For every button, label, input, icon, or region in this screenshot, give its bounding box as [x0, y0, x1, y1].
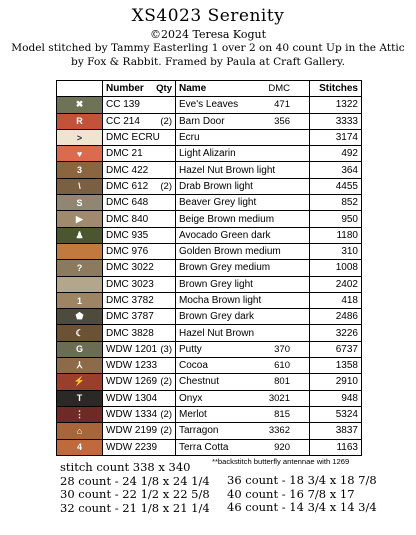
thread-symbol-icon: ✖	[75, 99, 84, 110]
table-row	[57, 292, 362, 308]
thread-name-cell	[176, 390, 310, 406]
thread-qty: (2)	[160, 376, 172, 388]
table-row	[57, 146, 362, 162]
stitch-count-cell: 950	[310, 211, 362, 227]
stitch-count-cell: 418	[310, 292, 362, 308]
thread-number: WDW 1304	[106, 392, 158, 404]
thread-number: DMC ECRU	[106, 132, 160, 144]
stitch-count-cell: 5324	[310, 406, 362, 422]
table-row	[57, 227, 362, 243]
thread-name-cell	[176, 113, 310, 129]
thread-name: Hazel Nut Brown	[179, 327, 255, 339]
color-swatch	[57, 129, 103, 145]
thread-number: DMC 3022	[106, 262, 154, 274]
table-row	[57, 178, 362, 194]
thread-number: CC 214	[106, 115, 140, 127]
symbol-header	[57, 81, 103, 97]
stitch-count-cell: 1163	[310, 439, 362, 455]
count-line: 40 count - 16 7/8 x 17	[227, 486, 355, 501]
pattern-title: XS4023 Serenity	[131, 6, 285, 26]
thread-number-cell	[103, 292, 176, 308]
color-swatch	[57, 406, 103, 422]
thread-number: DMC 840	[106, 213, 149, 225]
stitch-count-cell: 1008	[310, 260, 362, 276]
table-row	[57, 423, 362, 439]
copyright: ©2024 Teresa Kogut	[149, 28, 267, 41]
thread-symbol-icon: \	[78, 181, 81, 192]
thread-symbol-icon: G	[75, 344, 83, 355]
table-row	[57, 97, 362, 113]
thread-name-cell	[176, 146, 310, 162]
thread-name-cell	[176, 374, 310, 390]
thread-number: DMC 3787	[106, 311, 154, 323]
backstitch-note: **backstitch butterfly antennae with 1269	[212, 457, 350, 466]
count-line: 28 count - 24 1/8 x 24 1/4	[60, 473, 210, 488]
thread-name-cell	[176, 211, 310, 227]
stitch-count-cell: 1358	[310, 358, 362, 374]
thread-symbol-icon: ▶	[76, 213, 83, 224]
thread-symbol-icon: ☾	[75, 327, 84, 338]
table-row	[57, 309, 362, 325]
thread-symbol-icon: 1	[76, 295, 82, 306]
color-swatch	[57, 243, 103, 259]
thread-name: Ecru	[179, 132, 200, 144]
color-swatch	[57, 113, 103, 129]
table-row	[57, 260, 362, 276]
thread-qty: (2)	[160, 115, 172, 127]
thread-symbol-icon: ⌂	[76, 425, 83, 436]
stitch-count-cell: 2402	[310, 276, 362, 292]
thread-name: Putty	[179, 343, 202, 355]
thread-number-cell	[103, 341, 176, 357]
thread-number-cell	[103, 211, 176, 227]
dmc-equivalent: 920	[274, 441, 290, 453]
dmc-equivalent: 3362	[268, 425, 290, 437]
thread-name: Drab Brown light	[179, 180, 253, 192]
thread-number: DMC 422	[106, 164, 149, 176]
thread-number-cell	[103, 439, 176, 455]
table-row	[57, 406, 362, 422]
table-row	[57, 390, 362, 406]
table-row	[57, 113, 362, 129]
thread-name-cell	[176, 309, 310, 325]
stitch-count-cell: 2910	[310, 374, 362, 390]
thread-name-cell	[176, 129, 310, 145]
stitch-count-cell: 3837	[310, 423, 362, 439]
thread-name: Chestnut	[179, 376, 220, 388]
thread-number-cell	[103, 178, 176, 194]
thread-number: WDW 2199	[106, 425, 158, 437]
thread-name-cell	[176, 195, 310, 211]
thread-number-cell	[103, 309, 176, 325]
table-row	[57, 341, 362, 357]
color-swatch	[57, 260, 103, 276]
table-row	[57, 243, 362, 259]
thread-number: WDW 1269	[106, 376, 158, 388]
thread-name: Avocado Green dark	[179, 229, 271, 241]
thread-number: WDW 1334	[106, 409, 158, 421]
table-row	[57, 211, 362, 227]
thread-number: DMC 3023	[106, 278, 154, 290]
dmc-equivalent: 815	[274, 409, 290, 421]
thread-name: Eve's Leaves	[179, 99, 239, 111]
thread-qty: (3)	[160, 343, 172, 355]
table-row	[57, 325, 362, 341]
thread-name-cell	[176, 423, 310, 439]
table-row	[57, 129, 362, 145]
thread-number: CC 139	[106, 99, 140, 111]
color-swatch	[57, 358, 103, 374]
thread-name-cell	[176, 97, 310, 113]
thread-qty: (2)	[160, 425, 172, 437]
thread-number-cell	[103, 390, 176, 406]
color-swatch	[57, 227, 103, 243]
thread-name-cell	[176, 325, 310, 341]
credit-text	[4, 42, 412, 69]
thread-number: DMC 976	[106, 246, 149, 258]
credit-line-1: Model stitched by Tammy Easterling 1 over 2 on 40 count Up in the Attic	[11, 42, 405, 54]
thread-name-cell	[176, 341, 310, 357]
thread-number-cell	[103, 325, 176, 341]
stitch-count-cell: 852	[310, 195, 362, 211]
color-swatch	[57, 276, 103, 292]
stitch-count-cell: 4455	[310, 178, 362, 194]
thread-number: WDW 1201	[106, 343, 158, 355]
thread-number-cell	[103, 129, 176, 145]
thread-name: Brown Grey dark	[179, 311, 255, 323]
thread-name: Beige Brown medium	[179, 213, 275, 225]
thread-number-cell	[103, 227, 176, 243]
thread-symbol-icon: ⋮	[75, 409, 84, 420]
thread-number: DMC 3828	[106, 327, 154, 339]
thread-name-cell	[176, 406, 310, 422]
stitches-header: Stitches	[310, 81, 362, 97]
color-swatch	[57, 423, 103, 439]
thread-number-cell	[103, 162, 176, 178]
stitch-count-cell: 3333	[310, 113, 362, 129]
thread-name: Merlot	[179, 409, 207, 421]
count-line: 36 count - 18 3/4 x 18 7/8	[227, 473, 377, 487]
thread-number: DMC 935	[106, 229, 149, 241]
stitch-count-cell: 1180	[310, 227, 362, 243]
dmc-equivalent: 3021	[268, 392, 290, 404]
credit-line-2: by Fox & Rabbit. Framed by Paula at Craft Gallery.	[71, 55, 345, 68]
dmc-equivalent: 356	[274, 115, 290, 127]
table-row	[57, 374, 362, 390]
color-swatch	[57, 162, 103, 178]
thread-name: Terra Cotta	[179, 441, 229, 453]
thread-symbol-icon: 3	[76, 165, 82, 176]
thread-name: Brown Grey light	[179, 278, 253, 290]
thread-name: Hazel Nut Brown light	[179, 164, 276, 176]
thread-name-cell	[176, 162, 310, 178]
stitch-count: stitch count 338 x 340	[60, 460, 191, 474]
color-swatch	[57, 97, 103, 113]
dmc-equivalent: 801	[274, 376, 290, 388]
thread-name-cell	[176, 178, 310, 194]
thread-number: DMC 612	[106, 180, 149, 192]
stitch-count-cell: 364	[310, 162, 362, 178]
fabric-counts-left	[60, 461, 210, 515]
color-swatch	[57, 146, 103, 162]
thread-symbol-icon: ⬟	[75, 311, 84, 322]
color-swatch	[57, 390, 103, 406]
color-swatch	[57, 292, 103, 308]
dmc-equivalent: 471	[274, 99, 290, 111]
dmc-equivalent: 370	[274, 343, 290, 355]
name-header: Name DMC	[176, 81, 310, 97]
thread-name-cell	[176, 227, 310, 243]
thread-name: Golden Brown medium	[179, 246, 281, 258]
count-line: 32 count - 21 1/8 x 21 1/4	[60, 500, 210, 515]
thread-name-cell	[176, 276, 310, 292]
thread-symbol-icon: ♟	[75, 229, 84, 240]
thread-name: Beaver Grey light	[179, 197, 257, 209]
color-swatch	[57, 309, 103, 325]
stitch-count-cell: 310	[310, 243, 362, 259]
thread-key-table	[56, 80, 362, 456]
thread-number: WDW 2239	[106, 441, 158, 453]
table-row	[57, 276, 362, 292]
thread-number-cell	[103, 374, 176, 390]
table-row	[57, 358, 362, 374]
thread-number-cell	[103, 406, 176, 422]
thread-symbol-icon: >	[76, 132, 83, 143]
table-row	[57, 162, 362, 178]
stitch-count-cell: 492	[310, 146, 362, 162]
count-line: 46 count - 14 3/4 x 14 3/4	[227, 500, 377, 514]
color-swatch	[57, 439, 103, 455]
thread-name: Onyx	[179, 392, 203, 404]
stitch-count-cell: 2486	[310, 309, 362, 325]
thread-number-cell	[103, 423, 176, 439]
thread-symbol-icon: T	[76, 393, 83, 404]
thread-name: Cocoa	[179, 360, 208, 372]
thread-name-cell	[176, 439, 310, 455]
table-header-row	[57, 81, 362, 97]
stitch-count-cell: 3174	[310, 129, 362, 145]
table-row	[57, 195, 362, 211]
count-line: 30 count - 22 1/2 x 22 5/8	[60, 487, 210, 501]
stitch-count-cell: 948	[310, 390, 362, 406]
thread-number-cell	[103, 260, 176, 276]
thread-name-cell	[176, 260, 310, 276]
number-header: Number Qty	[103, 81, 176, 97]
thread-qty: (2)	[160, 180, 172, 192]
stitch-count-cell: 1322	[310, 97, 362, 113]
color-swatch	[57, 195, 103, 211]
thread-number: WDW 1233	[106, 360, 158, 372]
stitch-count-cell: 6737	[310, 341, 362, 357]
thread-name: Tarragon	[179, 425, 219, 437]
thread-symbol-icon: R	[76, 116, 83, 127]
thread-symbol-icon: ⚡	[73, 376, 86, 387]
color-swatch	[57, 178, 103, 194]
thread-number: DMC 3782	[106, 295, 154, 306]
thread-number-cell	[103, 243, 176, 259]
thread-name-cell	[176, 243, 310, 259]
thread-name: Light Alizarin	[179, 148, 236, 160]
thread-symbol-icon: ⅄	[76, 360, 83, 371]
thread-number: DMC 648	[106, 197, 149, 209]
thread-name: Brown Grey medium	[179, 262, 271, 274]
thread-name-cell	[176, 358, 310, 374]
thread-symbol-icon: 4	[76, 442, 82, 453]
thread-number-cell	[103, 358, 176, 374]
thread-name: Mocha Brown light	[179, 295, 262, 306]
color-swatch	[57, 374, 103, 390]
thread-symbol-icon: ♥	[76, 148, 83, 159]
thread-number-cell	[103, 276, 176, 292]
stitch-count-cell: 3226	[310, 325, 362, 341]
thread-number: DMC 21	[106, 148, 143, 160]
color-swatch	[57, 341, 103, 357]
thread-name-cell	[176, 292, 310, 308]
thread-name: Barn Door	[179, 115, 225, 127]
thread-number-cell	[103, 195, 176, 211]
thread-number-cell	[103, 97, 176, 113]
color-swatch	[57, 325, 103, 341]
thread-qty: (2)	[160, 409, 172, 421]
dmc-equivalent: 610	[274, 360, 290, 372]
fabric-counts-right	[227, 474, 377, 515]
thread-number-cell	[103, 113, 176, 129]
thread-symbol-icon: S	[76, 197, 83, 208]
table-row	[57, 439, 362, 455]
thread-symbol-icon: ?	[76, 262, 83, 273]
color-swatch	[57, 211, 103, 227]
thread-number-cell	[103, 146, 176, 162]
